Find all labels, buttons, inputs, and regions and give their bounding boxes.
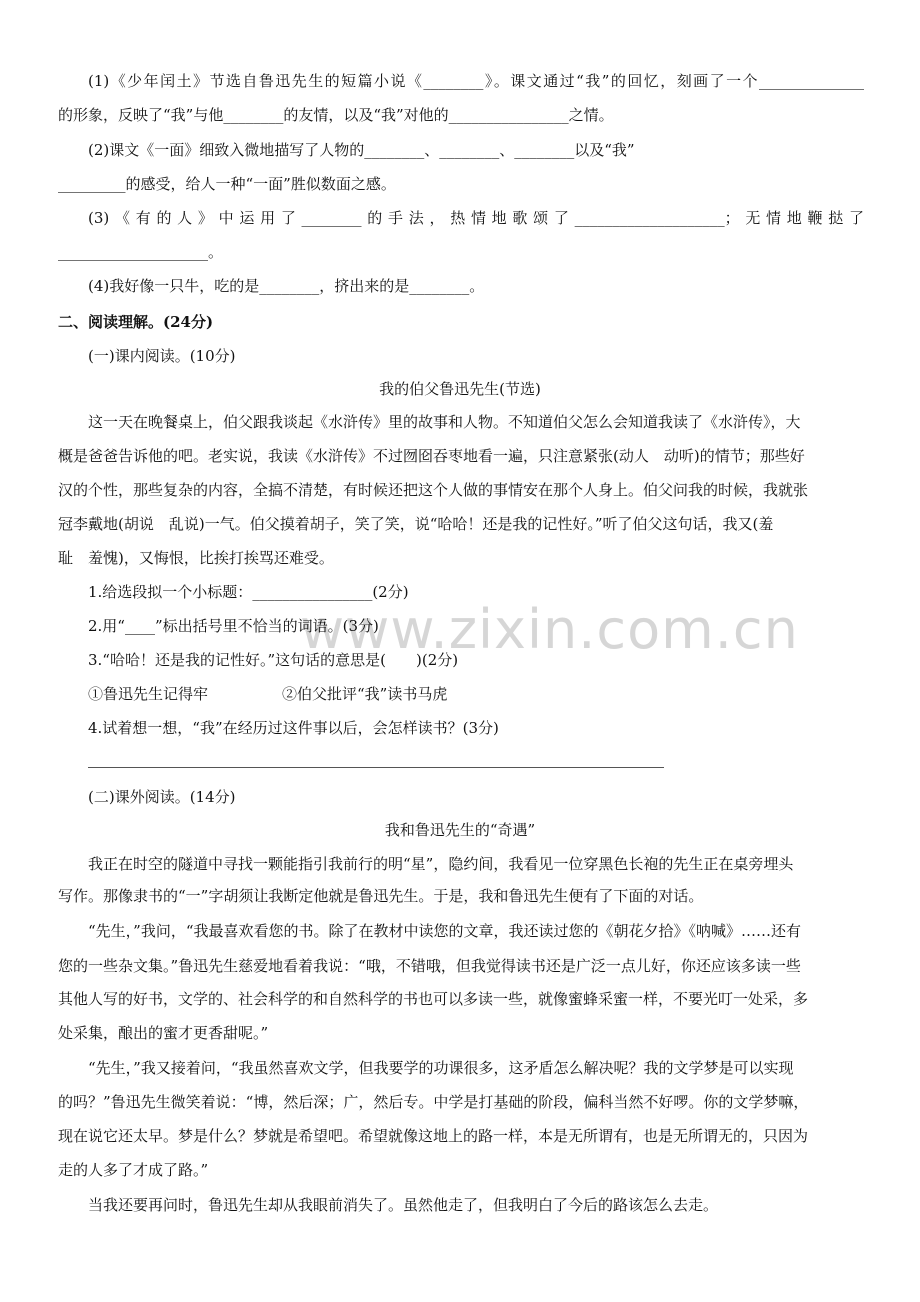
answer-line [88,767,664,768]
passage-2-line-1: 我正在时空的隧道中寻找一颗能指引我前行的明“星”，隐约间，我看见一位穿黑色长袍的先生正在桌旁埋头 [88,855,794,873]
part-label-extracurricular: (二)课外阅读。(14分) [88,788,236,806]
fill-item-2-line-1: (2)课文《一面》细致入微地描写了人物的________、________、________以及“我” [88,141,635,159]
fill-item-3-line-2: ____________________。 [58,243,224,261]
question-3-option-2: ②伯父批评“我”读书马虎 [282,685,448,703]
passage-2-line-8: 的吗？”鲁迅先生微笑着说：“博，然后深；广，然后专。中学是打基础的阶段，偏科当然不好啰。你的文学梦嘛， [58,1093,809,1111]
part-label-in-class: (一)课内阅读。(10分) [88,347,236,365]
fill-item-3-line-1: (3)《有的人》中运用了________的手法，热情地歌颂了____________________；无情地鞭挞了 [88,209,864,227]
question-3: 3.“哈哈！还是我的记性好。”这句话的意思是( )(2分) [88,651,459,669]
passage-2-line-6: 处采集，酿出的蜜才更香甜呢。” [58,1024,269,1042]
passage-1-line-1: 这一天在晚餐桌上，伯父跟我谈起《水浒传》里的故事和人物。不知道伯父怎么会知道我读了《水浒传》，大 [88,413,801,431]
passage-1-line-4: 冠李戴地(胡说 乱说)一气。伯父摸着胡子，笑了笑，说“哈哈！还是我的记性好。”听了伯父这句话，我又(羞 [58,515,774,533]
question-3-option-1: ①鲁迅先生记得牢 [88,685,209,703]
section-heading-reading: 二、阅读理解。(24分) [58,313,214,331]
passage-2-line-9: 现在说它还太早。梦是什么？梦就是希望吧。希望就像这地上的路一样，本是无所谓有，也是无所谓无的，只因为 [58,1127,809,1145]
passage-2-line-10: 走的人多了才成了路。” [58,1161,209,1179]
passage-2-line-4: 您的一些杂文集。”鲁迅先生慈爱地看着我说：“哦，不错哦，但我觉得读书还是广泛一点儿好，你还应该多读一些 [58,957,801,975]
passage-2-line-2: 写作。那像隶书的“一”字胡须让我断定他就是鲁迅先生。于是，我和鲁迅先生便有了下面的对话。 [58,887,704,905]
question-1: 1.给选段拟一个小标题：________________(2分) [88,583,409,601]
passage-title-2: 我和鲁迅先生的“奇遇” [384,821,536,839]
question-4: 4.试着想一想，“我”在经历过这件事以后，会怎样读书？(3分) [88,719,499,737]
passage-title-1: 我的伯父鲁迅先生(节选) [379,380,541,398]
watermark-text: www.zixin.com.cn [300,598,799,661]
passage-2-line-7: “先生，”我又接着问，“我虽然喜欢文学，但我要学的功课很多，这矛盾怎么解决呢？我的文学梦是可以实现 [88,1059,794,1077]
passage-2-line-3: “先生，”我问，“我最喜欢看您的书。除了在教材中读您的文章，我还读过您的《朝花夕拾》《呐喊》……还有 [88,922,802,940]
fill-item-2-line-2: _________的感受，给人一种“一面”胜似数面之感。 [58,175,396,193]
fill-item-1-line-1: (1)《少年闰土》节选自鲁迅先生的短篇小说《________》。课文通过“我”的回忆，刻画了一个______________ [88,72,864,90]
question-2: 2.用“____”标出括号里不恰当的词语。(3分) [88,617,379,635]
passage-1-line-2: 概是爸爸告诉他的吧。老实说，我读《水浒传》不过囫囵吞枣地看一遍，只注意紧张(动人 动听)的情节；那些好 [58,447,805,465]
passage-1-line-3: 汉的个性，那些复杂的内容，全搞不清楚，有时候还把这个人做的事情安在那个人身上。伯父问我的时候，我就张 [58,481,809,499]
passage-2-line-5: 其他人写的好书，文学的、社会科学的和自然科学的书也可以多读一些，就像蜜蜂采蜜一样，不要光叮一处采，多 [58,990,809,1008]
passage-1-line-5: 耻 羞愧)，又悔恨，比挨打挨骂还难受。 [58,549,334,567]
fill-item-4: (4)我好像一只牛，吃的是________，挤出来的是________。 [88,277,485,295]
passage-2-line-11: 当我还要再问时，鲁迅先生却从我眼前消失了。虽然他走了，但我明白了今后的路该怎么去走。 [88,1196,719,1214]
fill-item-1-line-2: 的形象，反映了“我”与他________的友情，以及“我”对他的________________之情。 [58,106,614,124]
